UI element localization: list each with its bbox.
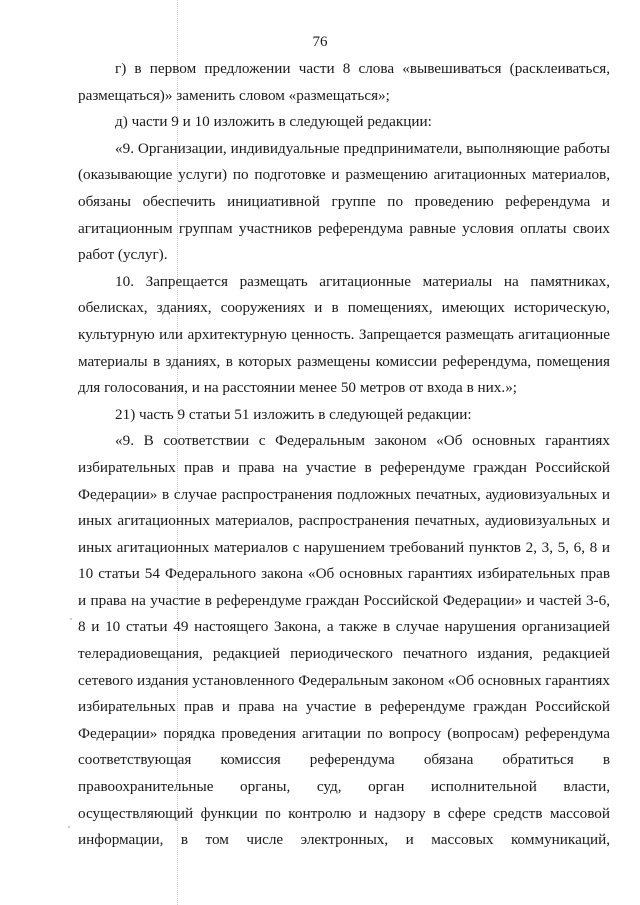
- page-number: 76: [312, 34, 328, 50]
- scan-speck: [68, 826, 70, 828]
- paragraph-item-21: 21) часть 9 статьи 51 изложить в следующей редакции:: [115, 405, 472, 423]
- paragraph-part-9: «9. Организации, индивидуальные предприниматели, выполняющие работы (оказывающие услуги) по подготовке и размещению агитационных материалов, обязаны обеспечить инициативной группе по проведению референдума и агитационным группам участников референдума равные условия оплаты своих работ (услуг).: [78, 139, 610, 264]
- paragraph-part-10: 10. Запрещается размещать агитационные материалы на памятниках, обелисках, зданиях, сооружениях и в помещениях, имеющих историческую, культурную или архитектурную ценность. Запрещается размещать агитационные материалы в зданиях, в которых размещены комиссии референдума, помещения для голосования, и на расстоянии менее 50 метров от входа в них.»;: [78, 272, 610, 397]
- paragraph-new-part-9: «9. В соответствии с Федеральным законом «Об основных гарантиях избирательных прав и права на участие в референдуме граждан Российской Федерации» в случае распространения подложных печатных, аудиовизуальных и иных агитационных материалов, распространения печатных, аудиовизуальных и иных агитационных материалов с нарушением требований пунктов 2, 3, 5, 6, 8 и 10 статьи 54 Федерального закона «Об основных гарантиях избирательных прав и права на участие в референдуме граждан Российской Федерации» и частей 3-6, 8 и 10 статьи 49 настоящего Закона, а также в случае нарушения организацией телерадиовещания, редакцией периодического печатного издания, редакцией сетевого издания установленного Федеральным законом «Об основных гарантиях избирательных прав и права на участие в референдуме граждан Российской Федерации» порядка проведения агитации по вопросу (вопросам) референдума соответствующая комиссия референдума обязана обратиться в правоохранительные органы, суд, орган исполнительной власти, осуществляющий функции по контролю и надзору в сфере средств массовой информации, в том числе электронных, и массовых коммуникаций,: [78, 432, 610, 849]
- document-body: [78, 56, 610, 854]
- paragraph-item-d: д) части 9 и 10 изложить в следующей редакции:: [115, 113, 432, 131]
- scan-speck: [70, 618, 72, 620]
- paragraph-item-g: г) в первом предложении части 8 слова «вывешиваться (расклеиваться, размещаться)» заменить словом «размещаться»;: [78, 60, 610, 104]
